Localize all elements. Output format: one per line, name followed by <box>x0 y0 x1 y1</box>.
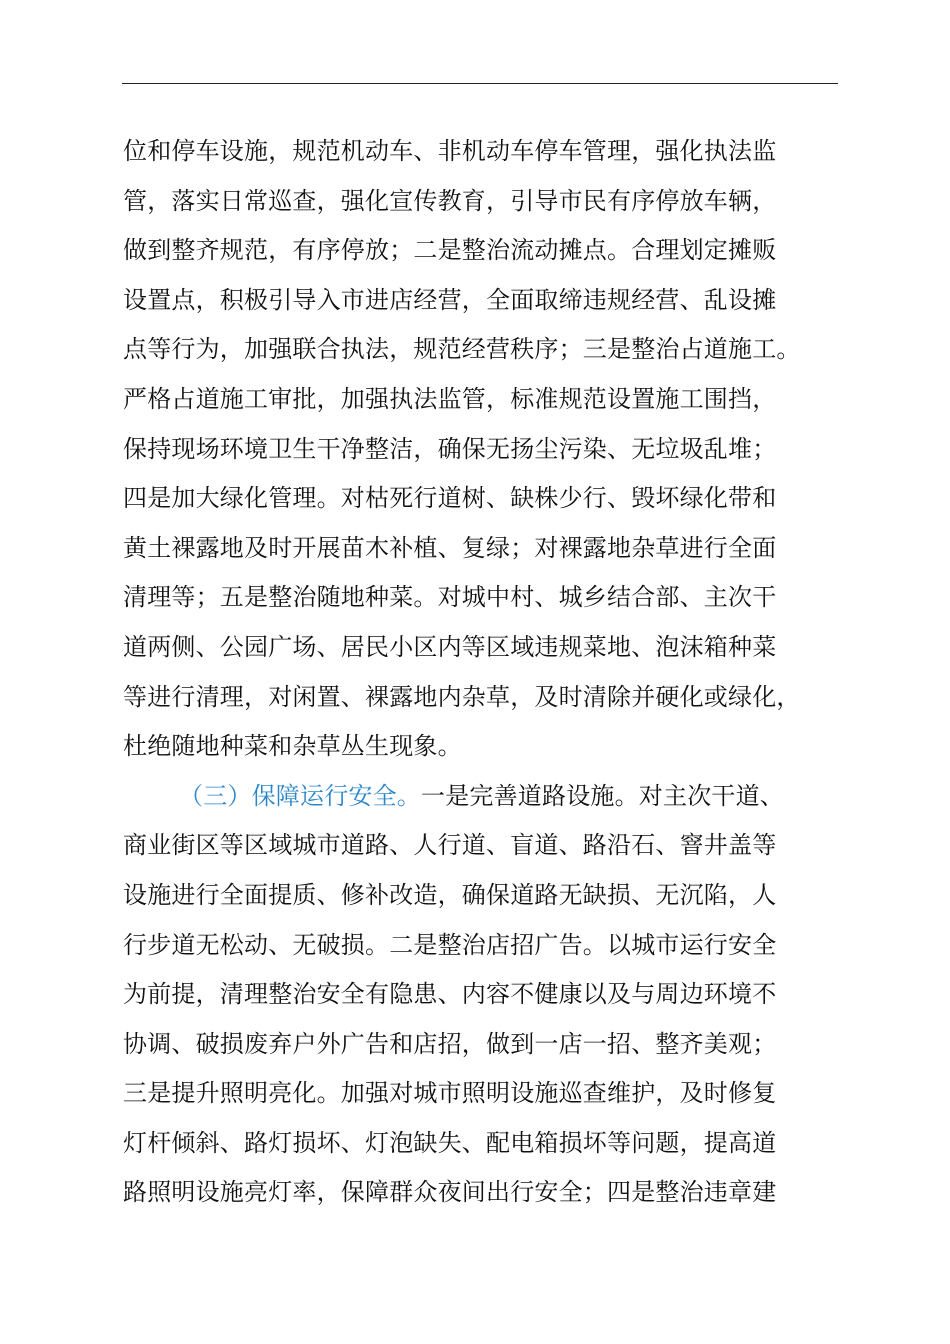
text-line: 商业街区等区域城市道路、人行道、盲道、路沿石、窨井盖等 <box>123 831 777 860</box>
header-rule <box>122 83 838 84</box>
text-line: 点等行为，加强联合执法，规范经营秩序；三是整治占道施工。 <box>123 335 801 364</box>
text-line: 行步道无松动、无破损。二是整治店招广告。以城市运行安全 <box>123 930 777 959</box>
text-line: 设置点，积极引导入市进店经营，全面取缔违规经营、乱设摊 <box>123 285 777 314</box>
text-line: 四是加大绿化管理。对枯死行道树、缺株少行、毁坏绿化带和 <box>123 484 777 513</box>
text-line: 三是提升照明亮化。加强对城市照明设施巡查维护，及时修复 <box>123 1079 777 1108</box>
text-line: 灯杆倾斜、路灯损坏、灯泡缺失、配电箱损坏等问题，提高道 <box>123 1128 777 1157</box>
text-line: 路照明设施亮灯率，保障群众夜间出行安全；四是整治违章建 <box>123 1178 777 1207</box>
text-line: 黄土裸露地及时开展苗木补植、复绿；对裸露地杂草进行全面 <box>123 533 777 562</box>
text-line: 为前提，清理整治安全有隐患、内容不健康以及与周边环境不 <box>123 980 777 1009</box>
text-line: 等进行清理，对闲置、裸露地内杂草，及时清除并硬化或绿化， <box>123 682 801 711</box>
text-line: 位和停车设施，规范机动车、非机动车停车管理，强化执法监 <box>123 137 777 165</box>
text-line: 严格占道施工审批，加强执法监管，标准规范设置施工围挡， <box>123 384 777 413</box>
text-line: 协调、破损废弃户外广告和店招，做到一店一招、整齐美观； <box>123 1029 777 1058</box>
section-heading: （三）保障运行安全。 <box>179 781 421 810</box>
text-line: 管，落实日常巡查，强化宣传教育，引导市民有序停放车辆， <box>123 186 777 215</box>
text-line: 清理等；五是整治随地种菜。对城中村、城乡结合部、主次干 <box>123 583 777 612</box>
text-line: 做到整齐规范，有序停放；二是整治流动摊点。合理划定摊贩 <box>123 236 777 265</box>
text-line: 道两侧、公园广场、居民小区内等区域违规菜地、泡沫箱种菜 <box>123 632 777 661</box>
body-text <box>123 127 883 1218</box>
text-line: 设施进行全面提质、修补改造，确保道路无缺损、无沉陷，人 <box>123 880 777 909</box>
section-heading-line <box>123 772 883 822</box>
text-line: 杜绝随地种菜和杂草丛生现象。 <box>123 732 462 761</box>
text-line: 保持现场环境卫生干净整洁，确保无扬尘污染、无垃圾乱堆； <box>123 434 777 463</box>
text-line-continuation: 一是完善道路设施。对主次干道、 <box>421 781 784 810</box>
